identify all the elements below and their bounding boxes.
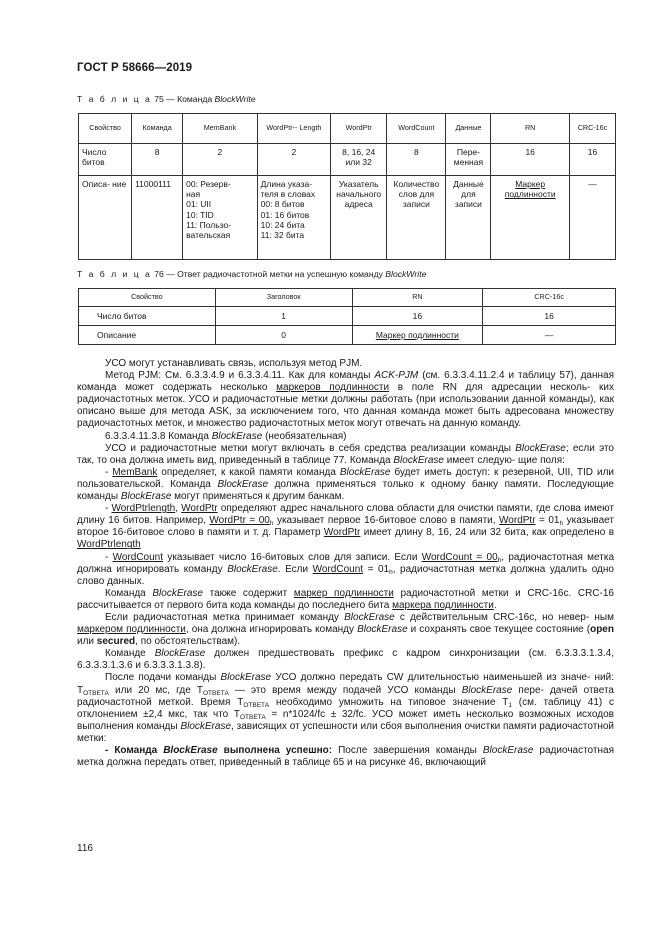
- table-cell: 8, 16, 24 или 32: [331, 144, 387, 176]
- table76-caption-num: 76 — Ответ радиочастотной метки на успешную команду: [154, 269, 386, 279]
- cell-line: слов для: [398, 189, 435, 200]
- cell-line: Маркер: [515, 179, 546, 189]
- paragraph: - Команда BlockErase выполнена успешно: После завершения команды BlockErase радиочастотная метка должна передать ответ, приведенный в таблице 65 и на рисунке 46, включающий: [77, 745, 614, 769]
- cell-line: 10: 24 бита: [260, 219, 305, 230]
- table-cell: 16: [569, 144, 615, 176]
- table-cell: [257, 176, 331, 260]
- table-cell: [446, 176, 491, 260]
- table75-header: WordPtr-- Length: [257, 114, 331, 144]
- cell-line: записи: [454, 199, 482, 210]
- cell-line: теля в словах: [260, 189, 316, 200]
- table-cell: [183, 176, 258, 260]
- table76-caption-prefix: Т а б л и ц а: [77, 269, 152, 279]
- table76-header: RN: [352, 289, 483, 307]
- table75-header: Команда: [132, 114, 183, 144]
- paragraph: Команде BlockErase должен предшествовать префикс с кадром синхронизации (см. 6.3.3.3.1.3.4, 6.3.3.3.1.3.6 и 6.3.3.3.1.3.8).: [77, 648, 614, 672]
- table-cell: —: [483, 326, 616, 345]
- table-cell: [491, 176, 570, 260]
- table-cell: 1: [215, 307, 352, 326]
- table-cell: —: [569, 176, 615, 260]
- table-cell: 16: [483, 307, 616, 326]
- cell-line: для: [461, 189, 476, 200]
- table-cell: [387, 176, 446, 260]
- table75-header: RN: [491, 114, 570, 144]
- paragraph: УСО могут устанавливать связь, используя метод PJM.: [105, 358, 363, 369]
- table-cell: 11000111: [132, 176, 183, 260]
- cell-line: ная: [186, 189, 201, 200]
- table76-header: CRC-16c: [483, 289, 616, 307]
- cell-line: 01: UII: [186, 199, 212, 210]
- table-cell: [331, 176, 387, 260]
- table-cell: 0: [215, 326, 352, 345]
- table75-header: WordPtr: [331, 114, 387, 144]
- table-row: [79, 176, 616, 260]
- cell-line: 00: Резерв-: [186, 179, 231, 189]
- table-cell: Описа- ние: [79, 176, 132, 260]
- paragraph: УСО и радиочастотные метки могут включать в себя средства реализации команды BlockErase; если это так, то она должна иметь вид, приведенный в таблице 77. Команда BlockErase имеет следую- щие поля:: [77, 442, 614, 466]
- cell-line: адреса: [344, 199, 373, 210]
- table76: [78, 288, 616, 345]
- table-cell: 8: [132, 144, 183, 176]
- paragraph: - WordCount указывает число 16-битовых слов для записи. Если WordCount = $00_h$, радиочастотная метка должна игнорировать команду BlockErase. Если WordCount = $01_h$, радиочастотная метка должна удалить одно слово данных.: [77, 551, 614, 587]
- body-text: [77, 358, 614, 769]
- table-cell: 16: [491, 144, 570, 176]
- paragraph: Метод PJM: См. 6.3.3.4.9 и 6.3.3.4.11. Как для команды ACK-PJM (см. 6.3.3.4.11.2.4 и таблицу 57), данная команда может содержать несколько маркеров подлинности в поле RN для адресации несколь- ких радиочастотных меток. УСО и радиочастотные метки должны работать (при использовании данной команды), как описано выше для метода ASK, за исключением того, что данная команда может быть адресована множеству радиочастотных меток, и множество радиочастотных меток могут отвечать на данную команду.: [77, 370, 614, 430]
- paragraph: Команда BlockErase также содержит маркер подлинности радиочастотной метки и CRC-16c. CRC-16 рассчитывается от первого бита кода команды до последнего бита маркера подлинности.: [77, 587, 614, 611]
- cell-line: Данные: [453, 179, 484, 189]
- cell-line: 00: 8 битов: [260, 199, 305, 210]
- table75-header: WordCount: [387, 114, 446, 144]
- table-cell: Число битов: [79, 307, 216, 326]
- table-cell: 2: [183, 144, 258, 176]
- cell-line: 11: Пользо-: [186, 219, 232, 230]
- table75-header-row: [79, 114, 616, 144]
- page-number: 116: [77, 843, 93, 854]
- table76-header: Заголовок: [215, 289, 352, 307]
- cell-line: подлинности: [504, 189, 556, 200]
- paragraph: После подачи команды BlockErase УСО должно передать CW длительностью наименьшей из значе- ний: $T_{ОТВЕТА}$ или 20 мс, где $T_{ОТВЕТА}$ — это время между подачей УСО команды BlockErase пере- дачей ответа радиочастотной меткой. Время $T_{ОТВЕТА}$ необходимо умножить на типовое значение $T_1$ (см. таблицу 41) с отклонением ±2,4 мкс, так что $T_{ОТВЕТА} = n*1024/fc \pm 32/fc$. УСО может иметь несколько возможных исходов выполнения команды BlockErase, зависящих от успешности или сбоя выполнения очистки памяти радиочастотной метки:: [77, 672, 614, 744]
- table-cell: Описание: [79, 326, 216, 345]
- table-row: [79, 326, 616, 345]
- table76-header: Свойство: [79, 289, 216, 307]
- table75-caption: [77, 94, 256, 104]
- table75-header: MemBank: [183, 114, 258, 144]
- cell-line: Длина указа-: [260, 179, 313, 189]
- table-row: [79, 307, 616, 326]
- cell-line: записи: [402, 199, 430, 210]
- paragraph: - WordPtrlength, WordPtr определяют адрес начального слова области для очистки памяти, где слова имеют длину 16 битов. Например, WordPtr = $00_h$ указывает первое 16-битовое слово в памяти, WordPtr = $01_h$ указывает второе 16-битовое слово в памяти и т. д. Параметр WordPtr имеет длину 8, 16, 24 или 32 бита, как определено в WordPtrlength: [77, 503, 615, 551]
- cell-line: 01: 16 битов: [260, 209, 310, 220]
- table-cell: 2: [257, 144, 331, 176]
- table75-caption-prefix: Т а б л и ц а: [77, 94, 152, 104]
- table75-header: Свойство: [79, 114, 132, 144]
- table-row: [79, 144, 616, 176]
- cell-line: начального: [336, 189, 382, 200]
- table-cell: Число битов: [79, 144, 132, 176]
- cell-line: вательская: [186, 230, 231, 241]
- table76-caption: [77, 269, 426, 279]
- document-header: ГОСТ Р 58666—2019: [77, 62, 193, 74]
- table-cell: 16: [352, 307, 483, 326]
- cell-line: Указатель: [338, 179, 379, 189]
- cell-line: 11: 32 бита: [260, 230, 305, 241]
- table-cell: 8: [387, 144, 446, 176]
- table76-header-row: [79, 289, 616, 307]
- paragraph: Если радиочастотная метка принимает команду BlockErase с действительным CRC-16c, но невер- ным маркером подлинности, она должна игнорировать команду BlockErase и сохранять свое текущее состояние (open или secured, по обстоятельствам).: [77, 611, 614, 648]
- paragraph: - MemBank определяет, к какой памяти команда BlockErase будет иметь доступ: к резервной, UII, TID или пользовательской. Команда BlockErase должна применяться только к одному банку памяти. Последующие команды BlockErase могут применяться к другим банкам.: [77, 466, 614, 503]
- table76-caption-cmd: BlockWrite: [385, 269, 427, 279]
- section-heading: 6.3.3.4.11.3.8 Команда BlockErase (необязательная): [105, 430, 347, 442]
- table75-header: CRC-16c: [569, 114, 615, 144]
- table-cell: Пере- менная: [446, 144, 491, 176]
- cell-line: 10: TID: [186, 209, 214, 220]
- table75-header: Данные: [446, 114, 491, 144]
- table75-caption-num: 75 — Команда: [154, 94, 215, 104]
- table75: [78, 113, 616, 260]
- table75-caption-cmd: BlockWrite: [214, 94, 256, 104]
- cell-line: Количество: [393, 179, 440, 189]
- table-cell: Маркер подлинности: [352, 326, 483, 345]
